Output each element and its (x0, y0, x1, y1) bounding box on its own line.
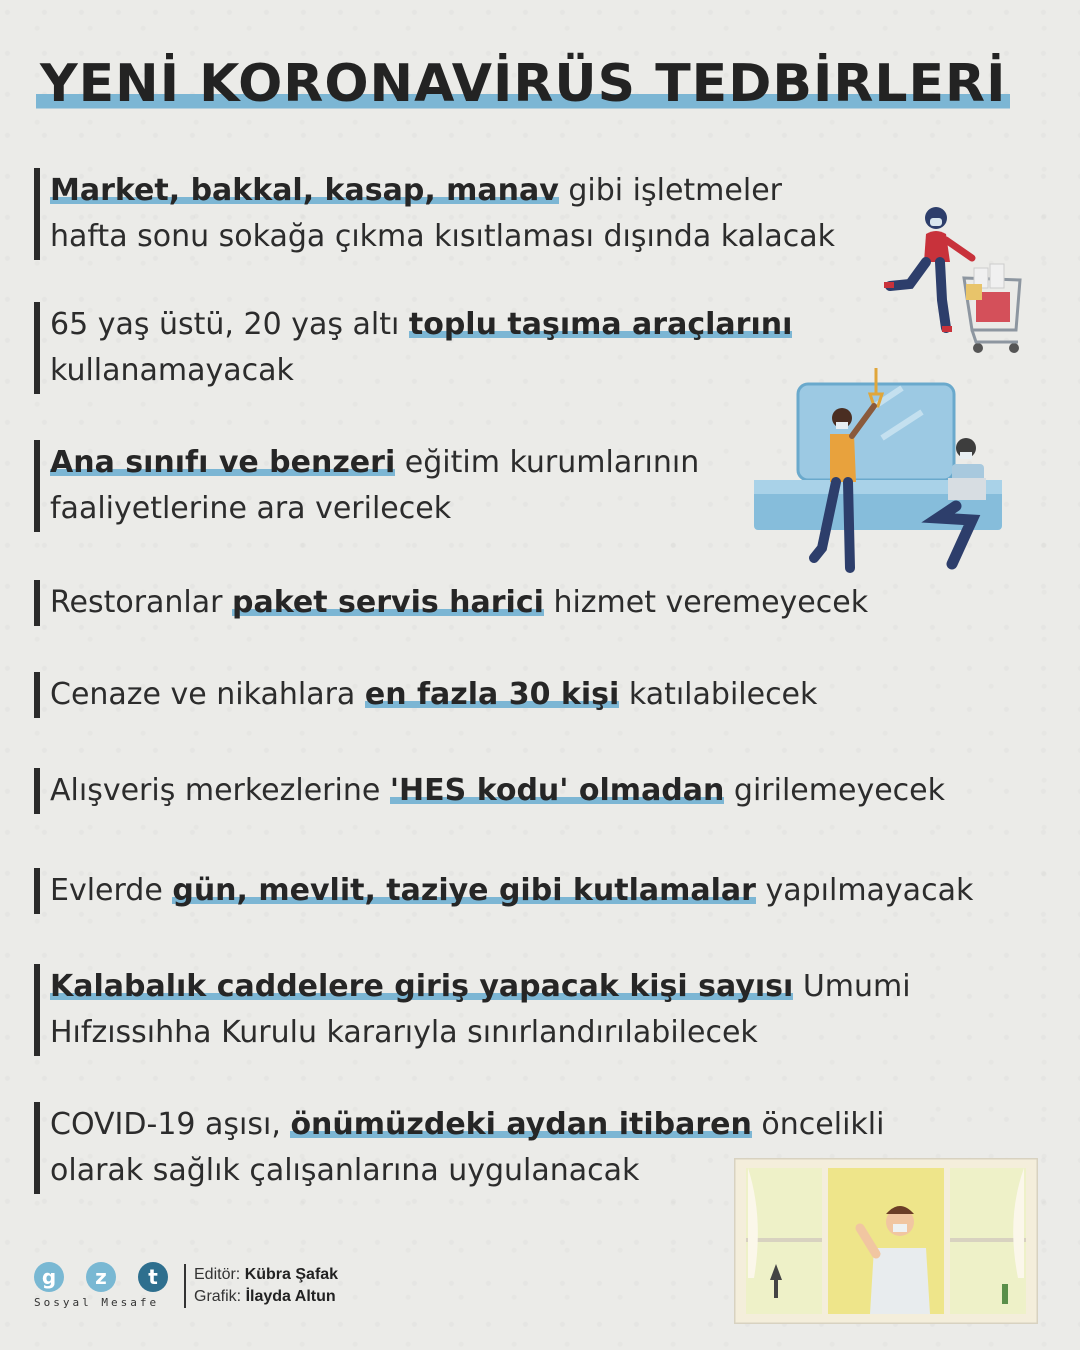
logo-letter: g (34, 1262, 64, 1292)
brand-logo (34, 1262, 168, 1309)
list-item: Restoranlar paket servis harici hizmet veremeyecek (34, 580, 868, 626)
shopping-cart-illustration (880, 200, 1030, 365)
logo-letter: t (138, 1262, 168, 1292)
list-item: Evlerde gün, mevlit, taziye gibi kutlamalar yapılmayacak (34, 868, 973, 914)
list-item: Market, bakkal, kasap, manav gibi işletmeler hafta sonu sokağa çıkma kısıtlaması dışında kalacak (34, 168, 835, 260)
list-item: Alışveriş merkezlerine 'HES kodu' olmadan girilemeyecek (34, 768, 945, 814)
list-item: COVID-19 aşısı, önümüzdeki aydan itibaren öncelikli olarak sağlık çalışanlarına uygulanacak (34, 1102, 884, 1194)
list-item: 65 yaş üstü, 20 yaş altı toplu taşıma araçlarını kullanamayacak (34, 302, 792, 394)
credits (184, 1264, 338, 1308)
editor-label: Editör: (194, 1266, 241, 1283)
list-item: Ana sınıfı ve benzeri eğitim kurumlarının faaliyetlerine ara verilecek (34, 440, 699, 532)
list-item: Kalabalık caddelere giriş yapacak kişi sayısı Umumi Hıfzıssıhha Kurulu kararıyla sınırlandırılabilecek (34, 964, 911, 1056)
public-transport-illustration (752, 368, 1008, 578)
logo-subtitle: Sosyal Mesafe (34, 1296, 160, 1309)
list-item: Cenaze ve nikahlara en fazla 30 kişi katılabilecek (34, 672, 817, 718)
editor-name: Kübra Şafak (244, 1266, 339, 1283)
logo-letter: z (86, 1262, 116, 1292)
graphic-label: Grafik: (194, 1288, 242, 1305)
graphic-name: İlayda Altun (245, 1288, 336, 1305)
window-illustration (734, 1158, 1038, 1324)
page-title: YENİ KORONAVİRÜS TEDBİRLERİ (36, 52, 1010, 116)
